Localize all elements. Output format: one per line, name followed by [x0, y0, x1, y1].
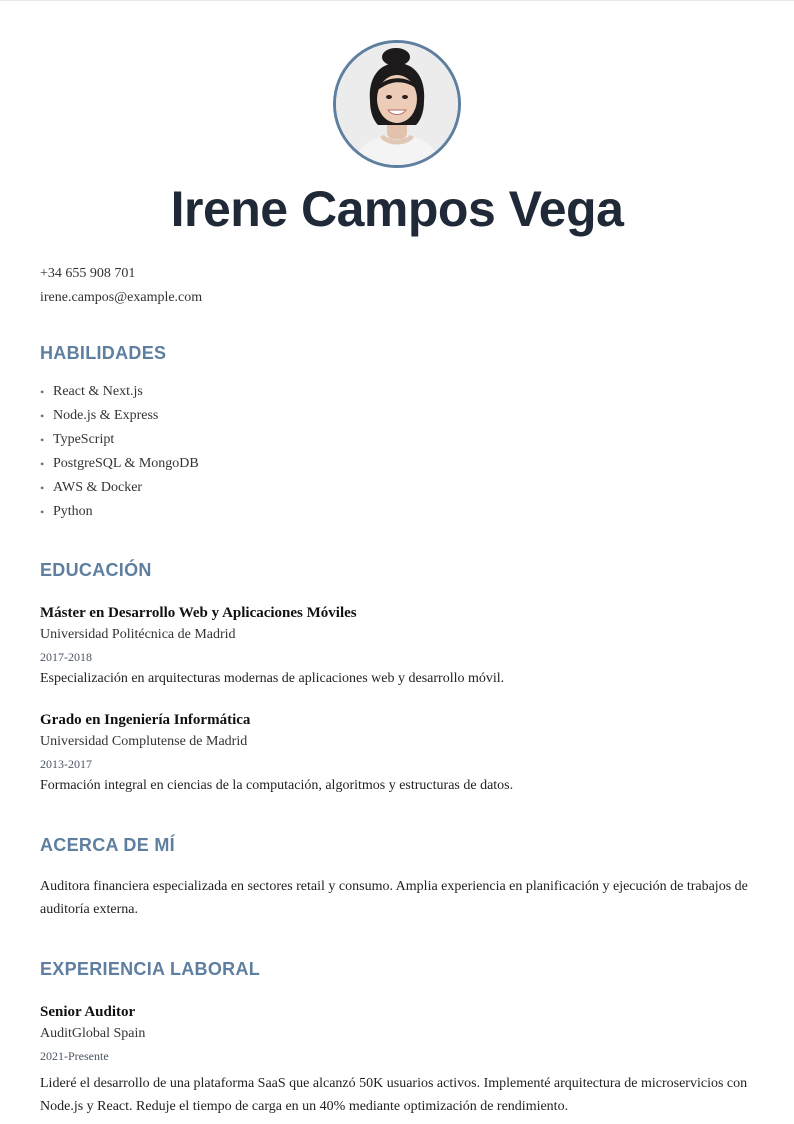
resume-body	[40, 262, 754, 1118]
experience-dates: 2021-Presente	[40, 1049, 109, 1063]
resume-header	[0, 40, 794, 238]
skill-item	[40, 476, 754, 500]
avatar	[333, 40, 461, 168]
education-entry	[40, 603, 754, 690]
phone-number: +34 655 908 701	[40, 266, 136, 281]
school-name: Universidad Politécnica de Madrid	[40, 627, 236, 642]
skill-item	[40, 500, 754, 524]
skill-label: PostgreSQL & MongoDB	[53, 456, 199, 471]
skills-list	[40, 380, 754, 524]
skill-item	[40, 452, 754, 476]
skill-label: TypeScript	[53, 432, 115, 447]
bullet-icon: •	[40, 433, 45, 447]
about-text: Auditora financiera especializada en sectores retail y consumo. Amplia experiencia en planificación y ejecución de trabajos de auditoría externa.	[40, 879, 748, 917]
skills-heading: HABILIDADES	[40, 343, 167, 363]
skill-label: React & Next.js	[53, 384, 143, 399]
company-name: AuditGlobal Spain	[40, 1026, 146, 1041]
degree-title: Máster en Desarrollo Web y Aplicaciones Móviles	[40, 605, 357, 621]
skill-label: AWS & Docker	[53, 480, 143, 495]
skill-label: Python	[53, 504, 93, 519]
avatar-portrait	[336, 43, 458, 165]
skill-item	[40, 404, 754, 428]
experience-heading: EXPERIENCIA LABORAL	[40, 959, 261, 979]
school-name: Universidad Complutense de Madrid	[40, 734, 248, 749]
about-heading: ACERCA DE MÍ	[40, 835, 175, 855]
skill-item	[40, 428, 754, 452]
degree-title: Grado en Ingeniería Informática	[40, 712, 251, 728]
bullet-icon: •	[40, 457, 45, 471]
bullet-icon: •	[40, 385, 45, 399]
candidate-name: Irene Campos Vega	[170, 181, 624, 237]
email-address: irene.campos@example.com	[40, 290, 203, 305]
top-divider	[0, 0, 794, 1]
bullet-icon: •	[40, 409, 45, 423]
education-dates: 2013-2017	[40, 757, 92, 771]
job-title: Senior Auditor	[40, 1004, 136, 1020]
skill-item	[40, 380, 754, 404]
education-entry	[40, 710, 754, 797]
contact-block	[40, 262, 754, 310]
education-description: Especialización en arquitecturas modernas de aplicaciones web y desarrollo móvil.	[40, 671, 505, 686]
experience-entry	[40, 1002, 754, 1118]
education-dates: 2017-2018	[40, 650, 92, 664]
bullet-icon: •	[40, 505, 45, 519]
education-description: Formación integral en ciencias de la computación, algoritmos y estructuras de datos.	[40, 778, 514, 793]
skill-label: Node.js & Express	[53, 408, 159, 423]
bullet-icon: •	[40, 481, 45, 495]
education-heading: EDUCACIÓN	[40, 560, 152, 580]
experience-description: Lideré el desarrollo de una plataforma SaaS que alcanzó 50K usuarios activos. Implementé arquitectura de microservicios con Node.js y React. Reduje el tiempo de carga en un 40% mediante optimización de rendimiento.	[40, 1076, 748, 1114]
